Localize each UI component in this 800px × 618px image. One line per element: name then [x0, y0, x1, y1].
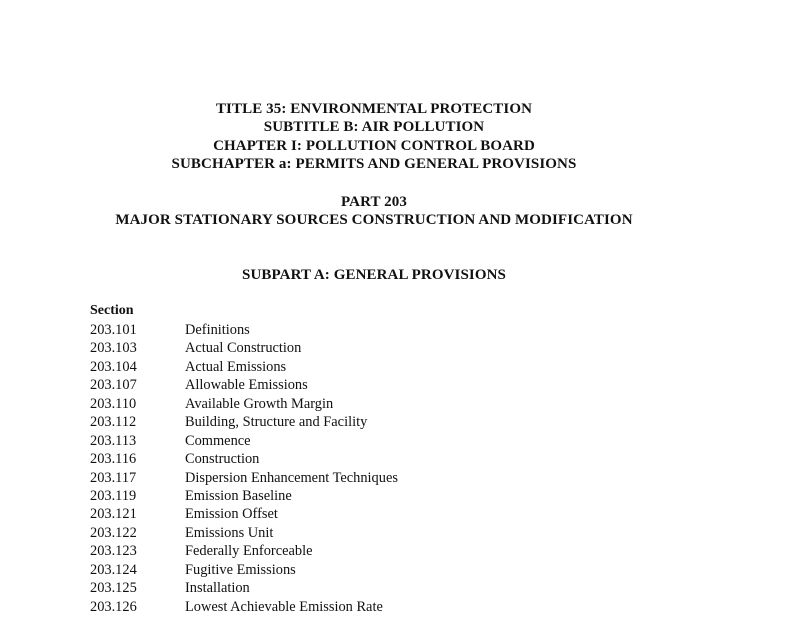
- section-number: 203.103: [90, 340, 137, 357]
- section-title: Commence: [185, 432, 251, 449]
- section-number: 203.119: [90, 487, 137, 504]
- toc-row: [90, 376, 690, 394]
- part-block: [0, 193, 748, 230]
- title-heading: TITLE 35: ENVIRONMENTAL PROTECTION: [215, 101, 533, 117]
- section-title: Dispersion Enhancement Techniques: [185, 469, 398, 486]
- section-title: Allowable Emissions: [185, 377, 308, 394]
- toc-row: [90, 358, 690, 376]
- section-number: 203.123: [90, 543, 137, 560]
- toc-row: [90, 487, 690, 505]
- section-number: 203.124: [90, 561, 137, 578]
- section-title: Lowest Achievable Emission Rate: [185, 598, 383, 615]
- section-title: Actual Construction: [185, 340, 302, 357]
- toc-row: [90, 524, 690, 542]
- section-title: Definitions: [185, 322, 250, 338]
- section-number: 203.121: [90, 506, 137, 523]
- toc-row: [90, 542, 690, 560]
- part-name-heading: MAJOR STATIONARY SOURCES CONSTRUCTION AND MODIFICATION: [115, 212, 633, 229]
- toc-row: [90, 505, 690, 523]
- toc-row: [90, 321, 690, 339]
- toc-row: [90, 579, 690, 597]
- section-number: 203.113: [90, 432, 137, 449]
- toc-row: [90, 561, 690, 579]
- section-number: 203.110: [90, 395, 137, 412]
- section-number: 203.117: [90, 469, 137, 486]
- section-title: Federally Enforceable: [185, 543, 313, 560]
- subpart-block: [0, 266, 748, 284]
- toc-row: [90, 395, 690, 413]
- toc-row: [90, 432, 690, 450]
- chapter-heading: CHAPTER I: POLLUTION CONTROL BOARD: [213, 137, 535, 154]
- section-title: Fugitive Emissions: [185, 561, 296, 578]
- toc-row: [90, 339, 690, 357]
- section-title: Building, Structure and Facility: [185, 414, 368, 431]
- section-title: Actual Emissions: [185, 358, 287, 375]
- part-number-heading: PART 203: [341, 194, 407, 210]
- section-number: 203.122: [90, 524, 137, 541]
- table-of-contents: [90, 321, 690, 616]
- toc-row: [90, 450, 690, 468]
- subchapter-heading: SUBCHAPTER a: PERMITS AND GENERAL PROVISIONS: [171, 156, 577, 173]
- section-number: 203.101: [90, 322, 137, 338]
- section-title: Emission Baseline: [185, 487, 292, 504]
- section-number: 203.116: [90, 451, 137, 468]
- section-title: Construction: [185, 451, 260, 468]
- section-number: 203.112: [90, 414, 137, 431]
- section-number: 203.104: [90, 358, 137, 375]
- toc-row: [90, 598, 690, 616]
- section-number: 203.126: [90, 598, 137, 615]
- section-number: 203.125: [90, 580, 137, 597]
- toc-row: [90, 413, 690, 431]
- toc-row: [90, 469, 690, 487]
- section-title: Emissions Unit: [185, 524, 274, 541]
- section-title: Available Growth Margin: [185, 395, 334, 412]
- section-column-header: Section: [90, 303, 134, 318]
- section-number: 203.107: [90, 377, 137, 394]
- section-title: Emission Offset: [185, 506, 278, 523]
- title-block: [0, 100, 748, 174]
- section-title: Installation: [185, 580, 250, 597]
- subtitle-heading: SUBTITLE B: AIR POLLUTION: [263, 119, 485, 136]
- subpart-heading: SUBPART A: GENERAL PROVISIONS: [242, 267, 506, 283]
